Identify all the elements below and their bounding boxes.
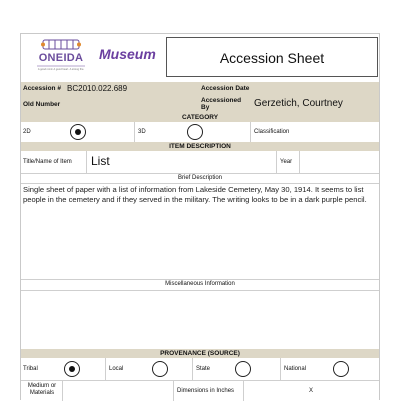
category-row [21,122,379,142]
dimensions-label: Dimensions in Inches [177,388,235,394]
divider [21,290,379,291]
divider [276,151,277,173]
radio-tribal[interactable] [64,361,80,377]
logo-tagline: A good mind. A good heart. A strong fire. [37,68,85,71]
item-description-heading: ITEM DESCRIPTION [169,143,231,150]
provenance-heading-band [21,349,379,358]
provenance-national-label: National [284,366,307,372]
accession-number-value[interactable]: BC2010.022.689 [67,84,128,93]
divider [62,381,63,401]
brief-description-label: Brief Description [177,175,222,181]
divider [105,358,106,380]
provenance-tribal-label: Tribal [23,366,38,372]
classification-label: Classification [254,129,290,135]
misc-information-label: Miscellaneous Information [165,281,235,287]
old-number-label: Old Number [23,101,61,108]
radio-local[interactable] [152,361,168,377]
radio-national[interactable] [333,361,349,377]
provenance-local-label: Local [109,366,124,372]
divider [243,381,244,401]
accessioned-by-label: Accessioned By [201,97,242,111]
divider [134,122,135,142]
accession-band [21,82,379,113]
museum-heading: Museum [99,46,156,62]
title-box [166,37,378,77]
title-row [21,151,379,173]
category-heading: CATEGORY [181,114,219,121]
oneida-logo [23,36,99,78]
misc-label-row [21,280,379,289]
divider [299,151,300,173]
divider [21,183,379,184]
divider [173,381,174,401]
item-description-heading-band [21,142,379,151]
provenance-row [21,358,379,380]
accessioned-by-value[interactable]: Gerzetich, Courtney [254,98,343,109]
form-header [21,34,379,81]
accession-date-label: Accession Date [201,85,250,92]
radio-2d[interactable] [70,124,86,140]
brief-label-row [21,174,379,183]
provenance-heading: PROVENANCE (SOURCE) [160,350,240,357]
year-label: Year [280,159,293,165]
page-title: Accession Sheet [219,50,325,66]
radio-state[interactable] [235,361,251,377]
accession-number-label: Accession # [23,85,61,92]
divider [250,122,251,142]
brief-description-text[interactable]: Single sheet of paper with a list of information from Lakeside Cemetery, May 30, 1914. It seems to list people in the cemetery and if they served in the military. The writing looks to be in a dark purple pencil. [23,185,367,204]
divider [280,358,281,380]
materials-label: Medium or Materials [27,383,57,396]
category-heading-band [21,113,379,122]
category-option-2d-label: 2D [23,129,31,135]
accession-sheet-form [20,33,380,400]
divider [86,151,87,173]
materials-row [21,381,379,401]
title-label: Title/Name of Item [23,159,72,165]
dimensions-x-separator: X [309,388,314,394]
divider [192,358,193,380]
radio-3d[interactable] [187,124,203,140]
logo-wordmark: ONEIDA [38,52,84,64]
category-option-3d-label: 3D [138,129,146,135]
title-value[interactable]: List [91,154,110,168]
provenance-state-label: State [196,366,211,372]
